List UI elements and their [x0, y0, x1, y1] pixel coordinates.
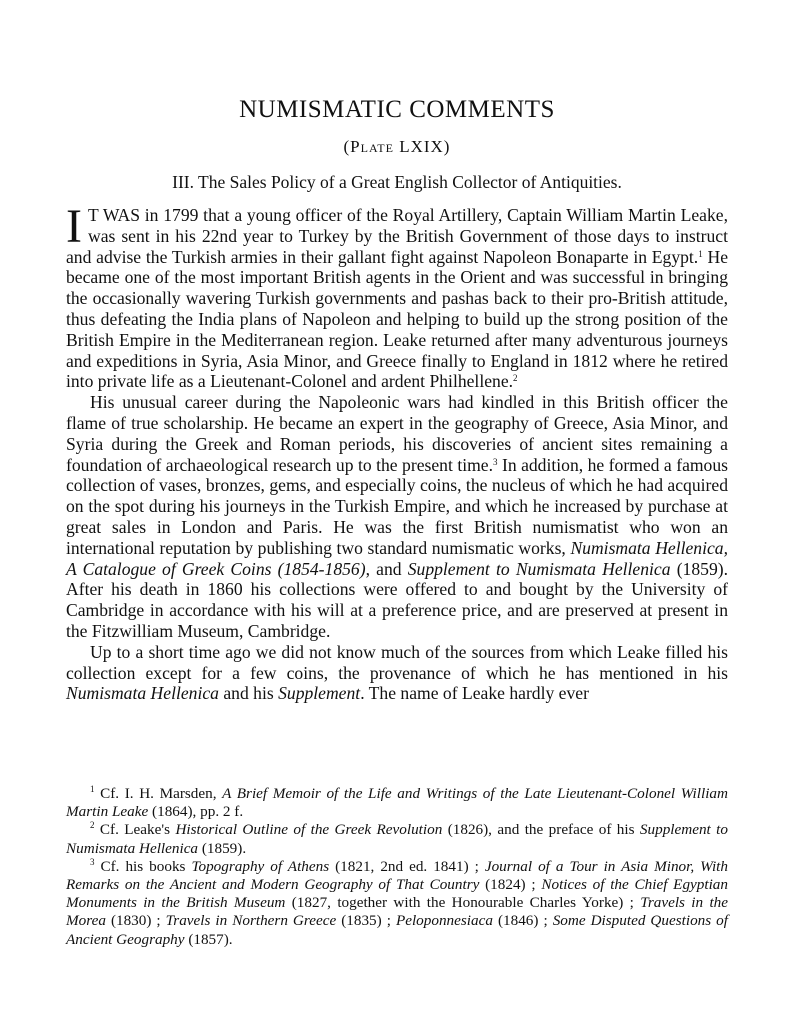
footnote-ref-2: 2: [513, 373, 518, 384]
footnote-2: $^2$ Cf. Leake's Historical Outline of the Greek Revolution (1826), and the preface of his Supplement to Numismata Hellenica (1859).: [66, 820, 728, 857]
paragraph-2: His unusual career during the Napoleonic wars had kindled in this British officer the flame of true scholarship. He became an expert in the geography of Greece, Asia Minor, and Syria during the Greek and Roman periods, his discoveries of ancient sites remaining a foundation of archaeological research up to the present time.$^3$ In addition, he formed a famous collection of vases, bronzes, gems, and especially coins, the nucleus of which he had acquired on the spot during his journeys in the Turkish Empire, and which he increased by purchase at great sales in London and Paris. He was the first British numismatist who won an international reputation by publishing two standard numismatic works, Numismata Hellenica, A Catalogue of Greek Coins (1854-1856), and Supplement to Numismata Hellenica (1859). After his death in 1860 his collections were offered to and bought by the University of Cambridge in accordance with his will at a preference price, and are preserved at present in the Fitzwilliam Museum, Cambridge.: [66, 392, 729, 641]
footnote-1: $^1$ Cf. I. H. Marsden, A Brief Memoir of the Life and Writings of the Late Lieutenant-Colonel William Martin Leake (1864), pp. 2 f.: [66, 784, 728, 821]
footnote-3: $^3$ Cf. his books Topography of Athens (1821, 2nd ed. 1841) ; Journal of a Tour in Asia Minor, With Remarks on the Ancient and Modern Geography of That Country (1824) ; Notices of the Chief Egyptian Monuments in the British Museum (1827, together with the Honourable Charles Yorke) ; Travels in the Morea (1830) ; Travels in Northern Greece (1835) ; Peloponnesiaca (1846) ; Some Disputed Questions of Ancient Geography (1857).: [66, 856, 729, 948]
page-title: NUMISMATIC COMMENTS: [239, 96, 555, 123]
drop-cap: I: [66, 200, 82, 253]
plate-reference: (Plate LXIX): [343, 137, 451, 156]
paragraph-3: Up to a short time ago we did not know much of the sources from which Leake filled his collection except for a few coins, the provenance of which he has mentioned in his Numismata Hellenica and his Supplement. The name of Leake hardly ever: [66, 641, 728, 704]
footnote-ref-3: 3: [493, 456, 498, 467]
paragraph-1: I T WAS in 1799 that a young officer of the Royal Artillery, Captain William Martin Leake, was sent in his 22nd year to Turkey by the British Government of those days to instruct and advise the Turkish armies in their gallant fight against Napoleon Bonaparte in Egypt.$^1$ He became one of the most important British agents in the Orient and was successful in bringing the occasionally wavering Turkish governments and pashas back to their pro-British attitude, thus defeating the India plans of Napoleon and helping to build up the strong position of the British Empire in the Mediterranean region. Leake returned after many adventurous journeys and expeditions in Syria, Asia Minor, and Greece finally to England in 1812 where he retired into private life as a Lieutenant-Colonel and ardent Philhellene.$^2$: [66, 200, 729, 392]
section-heading: III. The Sales Policy of a Great English Collector of Antiquities.: [172, 172, 622, 192]
article-body: [66, 200, 729, 704]
footnote-ref-1: 1: [698, 248, 703, 259]
footnotes: [66, 785, 728, 949]
